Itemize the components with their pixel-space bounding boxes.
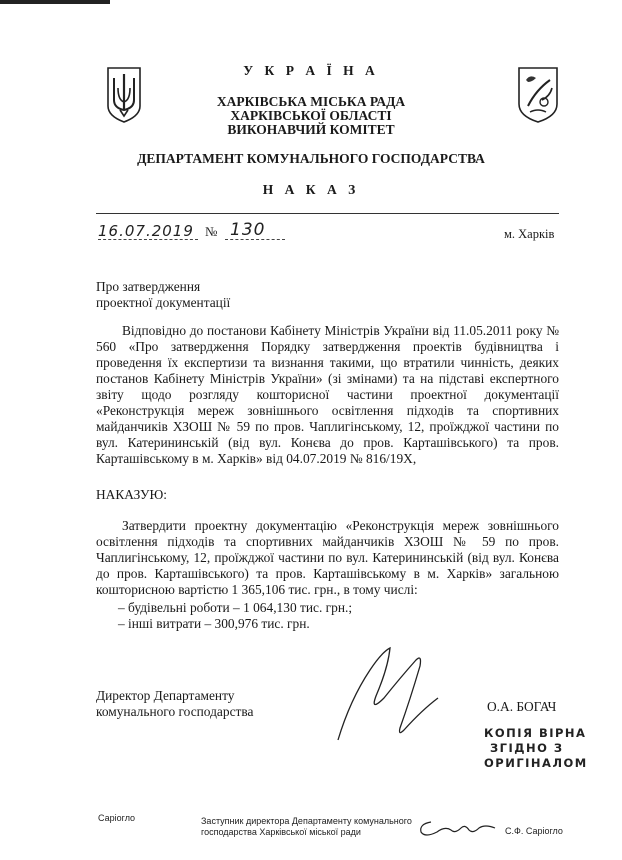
copy-stamp-line2: ЗГІДНО З [490, 741, 564, 755]
subject-line1: Про затвердження [96, 279, 201, 294]
decision-paragraph: Затвердити проектну документацію «Реконструкція мереж зовнішнього освітлення підходів та спортивних майданчиків ХЗОШ № 59 по пров. Чаплигінському, 12, проїжджої частини по вул. Катерининській (від вул. Конєва до пров. Карташівського) та пров. Карташівському в м. Харків» загальною кошторисною вартістю 1 365,106 тис. грн., в тому числі: [96, 518, 559, 597]
department-title: ДЕПАРТАМЕНТ КОМУНАЛЬНОГО ГОСПОДАРСТВА [137, 151, 485, 166]
copy-stamp-line1: КОПІЯ ВІРНА [484, 726, 587, 740]
signatory-name: О.А. БОГАЧ [487, 699, 557, 714]
order-number-sign: № [205, 224, 218, 239]
date-underline [98, 239, 198, 240]
city-label: м. Харків [504, 227, 555, 241]
copy-stamp-line3: ОРИГІНАЛОМ [484, 756, 588, 770]
signatory-position-line2: комунального господарства [96, 704, 254, 719]
preamble-paragraph: Відповідно до постанови Кабінету Міністрів України від 11.05.2011 року № 560 «Про затвердження Порядку затвердження проектів будівництва і проведення їх експертизи та визнання такими, що втратили чинність, деяких постанов Кабінету Міністрів України» (зі змінами) та на підставі експертного звіту щодо розгляду кошторисної частини проектної документації «Реконструкція мереж зовнішнього освітлення підходів та спортивних майданчиків ХЗОШ № 59 по пров. Чаплигінському, 12, проїжджої частини по вул. Катерининській (від вул. Конєва до пров. Карташівського) та пров. Карташівському в м. Харків» від 04.07.2019 № 816/19Х, [96, 323, 559, 466]
cost-item-construction: – будівельні роботи – 1 064,130 тис. грн.; [118, 600, 353, 615]
deputy-name: С.Ф. Саріогло [505, 826, 563, 836]
document-type-title: Н А К А З [262, 182, 360, 197]
order-date: 16.07.2019 [98, 222, 194, 240]
cost-item-other: – інші витрати – 300,976 тис. грн. [118, 616, 310, 631]
council-name-line3: ВИКОНАВЧИЙ КОМІТЕТ [227, 122, 395, 137]
subject-line2: проектної документації [96, 295, 231, 310]
council-name-line2: ХАРКІВСЬКОЇ ОБЛАСТІ [230, 108, 392, 123]
scan-edge-line [0, 0, 110, 4]
signatory-position-line1: Директор Департаменту [96, 688, 235, 703]
deputy-position-line1: Заступник директора Департаменту комунального [201, 816, 412, 826]
number-underline [225, 239, 285, 240]
ukraine-trident-emblem [104, 66, 144, 124]
kharkiv-city-emblem [516, 66, 560, 124]
council-name-line1: ХАРКІВСЬКА МІСЬКА РАДА [216, 94, 406, 109]
order-number: 130 [230, 220, 266, 240]
director-signature [330, 640, 450, 750]
deputy-position-line2: господарства Харківської міської ради [201, 827, 361, 837]
order-word: НАКАЗУЮ: [96, 487, 167, 502]
deputy-signature [415, 816, 501, 840]
country-title: У К Р А Ї Н А [243, 63, 379, 78]
executor-name: Саріогло [98, 813, 136, 823]
header-divider [96, 213, 559, 214]
